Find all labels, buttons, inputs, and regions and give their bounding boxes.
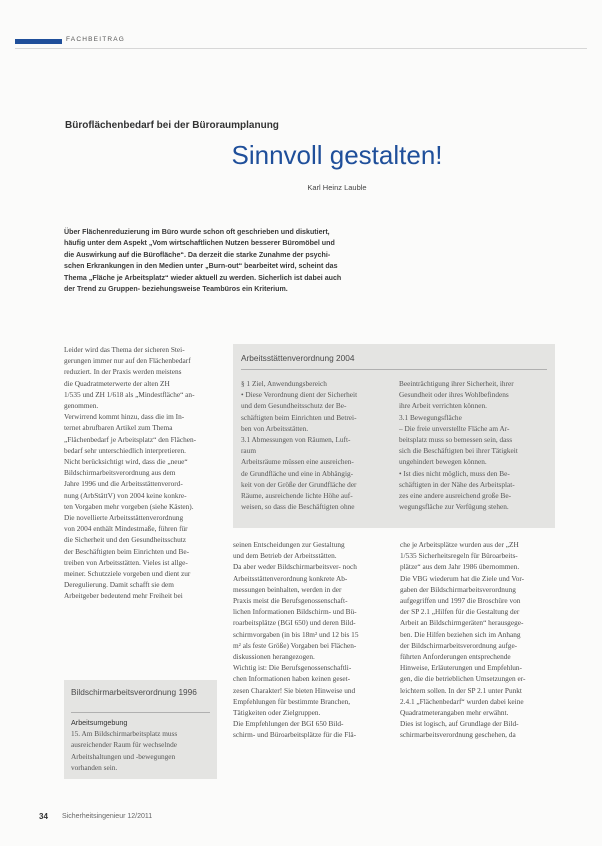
text-line: gerungen immer nur auf den Flächenbedarf	[64, 356, 191, 366]
article-kicker: Büroflächenbedarf bei der Büroraumplanung	[65, 120, 279, 131]
info-box-line: • Ist dies nicht möglich, muss den Be-	[399, 468, 510, 478]
info-box-arbstaettv	[233, 344, 555, 528]
article-lead	[64, 227, 540, 295]
text-line: reduziert. In der Praxis werden meistens	[64, 367, 182, 377]
info-box-line: 3.1 Bewegungsfläche	[399, 412, 462, 422]
info-box-line: raum	[241, 446, 256, 456]
text-line: der Bildschirmarbeitsverordnung aufge-	[400, 640, 518, 650]
body-column-3	[400, 539, 555, 741]
info-box-divider	[71, 712, 210, 713]
info-box-line: 15. Am Bildschirmarbeitsplatz muss	[71, 729, 178, 739]
text-line: Verwirrend kommt hinzu, dass die im In-	[64, 412, 185, 422]
info-box-line: schäftigten in der Nähe des Arbeitsplat-	[399, 479, 515, 489]
text-line: 1/535 Sicherheitsregeln für Büroarbeits-	[400, 551, 518, 561]
text-line: ten Vorgaben mehr vorgeben (siehe Kästen).	[64, 501, 194, 511]
info-box-line: keit von der Größe der Grundfläche der	[241, 479, 357, 489]
info-box-line: Gesundheit oder ihres Wohlbefindens	[399, 390, 509, 400]
lead-line: Thema „Fläche je Arbeitsplatz“ wieder aktuell zu werden. Sicherlich ist dabei auch	[64, 273, 342, 282]
text-line: Arbeitgeber bedeutend mehr Freiheit bei	[64, 591, 183, 601]
info-box-line: Beeinträchtigung ihrer Sicherheit, ihrer	[399, 379, 514, 388]
info-box-line: ungehindert bewegen können.	[399, 457, 487, 467]
rubric-label: FACHBEITRAG	[66, 36, 126, 43]
info-box-line: Räume, ausreichende lichte Höhe auf-	[241, 491, 353, 501]
info-box-line: de Grundfläche und eine in Abhängig-	[241, 468, 354, 478]
text-line: schirmvorgaben (in bis 18m² und 12 bis 15	[233, 629, 359, 639]
text-line: treiben von Arbeitsstätten. Vieles ist allge-	[64, 557, 188, 567]
text-line: roarbeitsplätze (BGI 650) und deren Bild-	[233, 618, 356, 628]
text-line: gaben der Bildschirmarbeitsverordnung	[400, 584, 516, 594]
info-box-line: ausreichender Raum für wechselnde	[71, 740, 177, 750]
text-line: Praxis meist die Berufsgenossenschaft-	[233, 596, 348, 606]
text-line: der SP 2.1 „Hilfen für die Gestaltung der	[400, 607, 520, 617]
text-line: Arbeitsstättenverordnung konkrete Ab-	[233, 573, 348, 583]
text-line: schirm- und Büroarbeitsplätze für die Flä-	[233, 730, 356, 740]
text-line: führten Anforderungen entsprechende	[400, 652, 511, 662]
text-line: „Flächenbedarf je Arbeitsplatz“ den Flächen-	[64, 434, 197, 444]
text-line: die Sicherheit und den Gesundheitsschutz	[64, 535, 186, 545]
page-number: 34	[39, 812, 48, 821]
lead-line: schen Erkrankungen in den Medien unter „Burn-out“ bearbeitet wird, scheint das	[64, 262, 338, 271]
text-line: zesen Charakter! Sie bieten Hinweise und	[233, 685, 356, 695]
rubric-color-bar	[15, 39, 62, 44]
info-box-line: beitsplatz muss so bemessen sein, dass	[399, 435, 513, 445]
text-line: Hinweise, Erläuterungen und Empfehlun-	[400, 663, 522, 673]
text-line: Quadratmeterangaben mehr erwähnt.	[400, 708, 509, 718]
author-wrap	[0, 183, 602, 192]
body-column-1	[64, 344, 216, 602]
info-box-bildscharbv	[64, 680, 217, 779]
text-line: Arbeit an Bildschirmgeräten“ herausgege-	[400, 618, 524, 628]
text-line: schirmarbeitsverordnung geschehen, da	[400, 730, 516, 740]
info-box-line: • Diese Verordnung dient der Sicherheit	[241, 390, 358, 400]
text-line: chen Informationen haben keinen geset-	[233, 674, 351, 684]
lead-line: Über Flächenreduzierung im Büro wurde schon oft geschrieben und diskutiert,	[64, 228, 330, 236]
text-line: m² als feste Größe) Vorgaben bei Flächen-	[233, 640, 357, 650]
article-author: Karl Heinz Lauble	[307, 183, 367, 192]
text-line: Tätigkeiten oder Zielgruppen.	[233, 708, 321, 718]
info-box-title: Bildschirmarbeitsverordnung 1996	[71, 687, 197, 697]
text-line: Jahre 1996 und die Arbeitsstättenverord-	[64, 479, 183, 489]
rubric-divider	[15, 48, 587, 49]
text-line: 1/535 und ZH 1/618 als „Mindestfläche“ an-	[64, 389, 195, 399]
text-line: lichen Informationen Bildschirm- und Bü-	[233, 607, 357, 617]
info-box-divider	[241, 369, 547, 370]
info-box-right-column	[399, 378, 549, 512]
info-box-line: ben von Arbeitsstätten.	[241, 423, 309, 433]
publication-source: Sicherheitsingenieur 12/2011	[62, 813, 153, 820]
text-line: Nicht berücksichtigt wird, dass die „neue“	[64, 457, 188, 467]
text-line: Die novellierte Arbeitsstättenverordnung	[64, 513, 184, 523]
body-column-2	[233, 539, 385, 741]
text-line: aufgegriffen und 1997 die Broschüre von	[400, 596, 521, 606]
info-box-line: § 1 Ziel, Anwendungsbereich	[241, 379, 327, 388]
text-line: leichtern sollen. In der SP 2.1 unter Punkt	[400, 685, 522, 695]
text-line: ternet abrufbaren Artikel zum Thema	[64, 423, 173, 433]
text-line: Die VBG wiederum hat die Ziele und Vor-	[400, 573, 525, 583]
info-box-line: sich die Beschäftigten bei ihrer Tätigkeit	[399, 446, 518, 456]
info-box-left-column	[241, 378, 389, 512]
info-box-line: und dem Gesundheitsschutz der Be-	[241, 401, 347, 411]
text-line: Empfehlungen für bestimmte Branchen,	[233, 696, 351, 706]
text-line: che je Arbeitsplätze wurden aus der „ZH	[400, 540, 519, 549]
info-box-subtitle: Arbeitsumgebung	[71, 718, 128, 727]
text-line: Wichtig ist: Die Berufsgenossenschaftli-	[233, 663, 352, 673]
info-box-line: – Die freie unverstellte Fläche am Ar-	[399, 423, 510, 433]
info-box-line: Arbeitshaltungen und -bewegungen	[71, 751, 176, 761]
text-line: Leider wird das Thema der sicheren Stei-	[64, 345, 185, 354]
text-line: bedarf sehr unterschiedlich interpretieren.	[64, 445, 186, 455]
info-box-title: Arbeitsstättenverordnung 2004	[241, 353, 355, 363]
text-line: von 2004 enthält Mindestmaße, führen für	[64, 524, 188, 534]
text-line: Deregulierung. Damit schafft sie dem	[64, 580, 174, 590]
text-line: diskussionen herangezogen.	[233, 652, 315, 662]
info-box-line: Arbeitsräume müssen eine ausreichen-	[241, 457, 354, 467]
article-title-wrap	[0, 140, 602, 171]
info-box-line: wegungsfläche zur Verfügung stehen.	[399, 502, 509, 512]
text-line: Da aber weder Bildschirmarbeitsver- noch	[233, 562, 357, 572]
info-box-line: schäftigten beim Einrichten und Betrei-	[241, 412, 357, 422]
info-box-line: weisen, so dass die Beschäftigten ohne	[241, 502, 355, 512]
text-line: messungen beinhalten, werden in der	[233, 584, 342, 594]
text-line: ben. Die Hilfen beziehen sich im Anhang	[400, 629, 521, 639]
text-line: plätze“ aus dem Jahr 1986 übernommen.	[400, 562, 520, 572]
lead-line: der Trend zu Gruppen- beziehungsweise Teambüros ein Kriterium.	[64, 285, 288, 294]
text-line: seinen Entscheidungen zur Gestaltung	[233, 540, 345, 549]
text-line: meiner. Schutzziele vorgeben und dient zur	[64, 569, 191, 579]
text-line: genommen.	[64, 401, 99, 411]
info-box-line: zes eine andere ausreichend große Be-	[399, 491, 512, 501]
lead-line: häufig unter dem Aspekt „Vom wirtschaftlichen Nutzen besserer Büromöbel und	[64, 239, 335, 248]
text-line: Die Empfehlungen der BGI 650 Bild-	[233, 719, 344, 729]
info-box-body	[71, 717, 211, 773]
info-box-line: vorhanden sein.	[71, 762, 118, 772]
text-line: Bildschirmarbeitsverordnung aus dem	[64, 468, 176, 478]
info-box-line: 3.1 Abmessungen von Räumen, Luft-	[241, 435, 351, 445]
lead-line: die Auswirkung auf die Bürofläche“. Da derzeit die starke Zunahme der psychi-	[64, 250, 331, 259]
text-line: und dem Betrieb der Arbeitsstätten.	[233, 551, 337, 561]
text-line: Dies ist logisch, auf Grundlage der Bild-	[400, 719, 519, 729]
article-title: Sinnvoll gestalten!	[231, 140, 443, 170]
text-line: der Beschäftigten beim Einrichten und Be-	[64, 546, 190, 556]
text-line: 2.4.1 „Flächenbedarf“ wurden dabei keine	[400, 696, 524, 706]
info-box-line: ihre Arbeit verrichten können.	[399, 401, 487, 411]
text-line: nung (ArbStättV) von 2004 keine konkre-	[64, 490, 187, 500]
text-line: die Quadratmeterwerte der alten ZH	[64, 378, 170, 388]
text-line: gen, die die betrieblichen Umsetzungen er-	[400, 674, 526, 684]
